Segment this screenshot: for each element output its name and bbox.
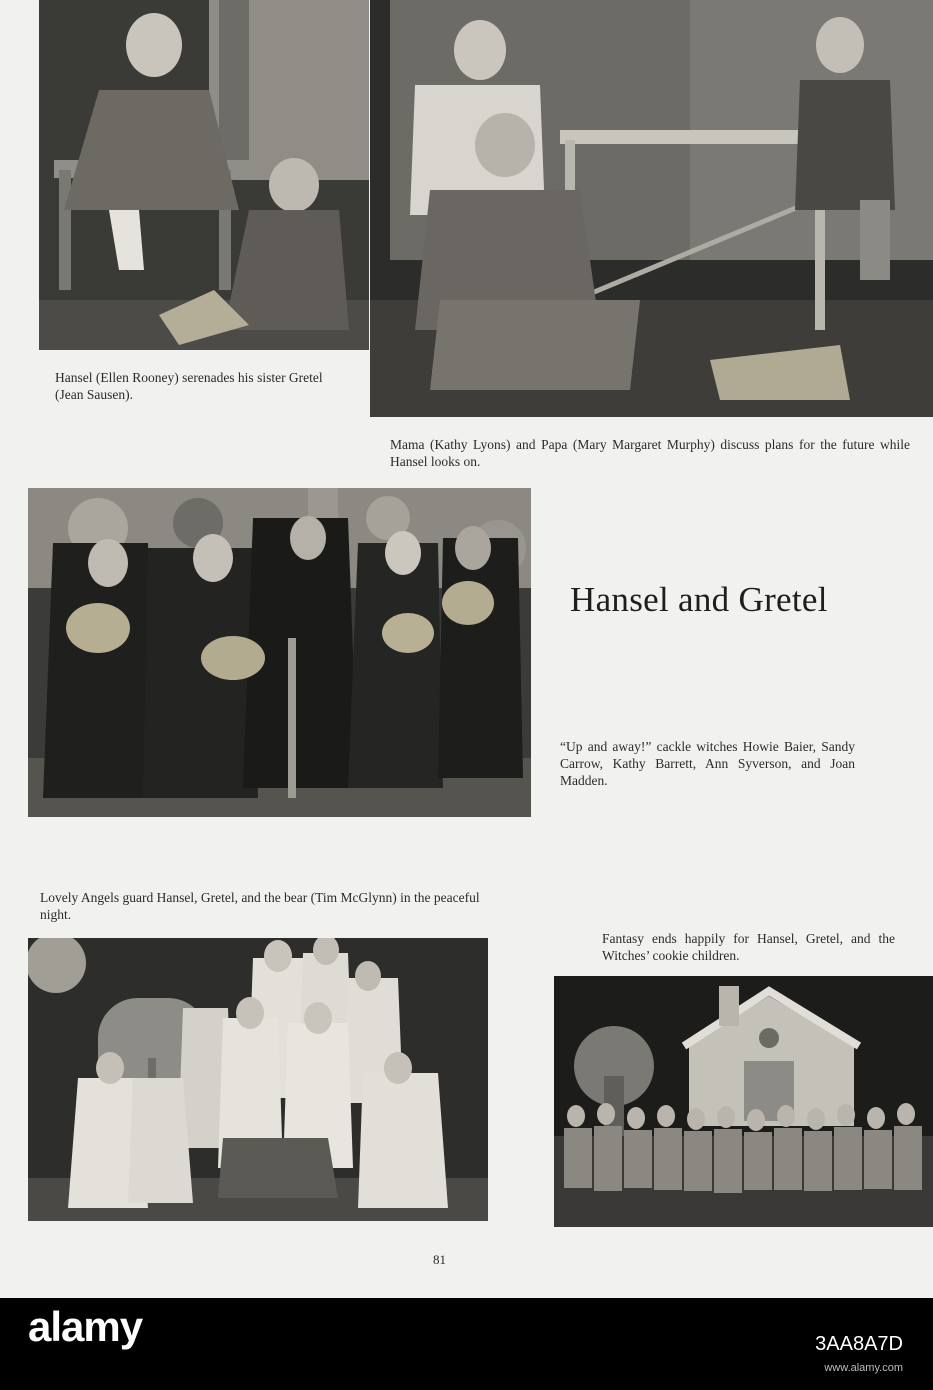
image-id: 3AA8A7D bbox=[815, 1333, 903, 1355]
photo-hansel-serenades bbox=[39, 0, 369, 350]
caption-photo-4: Lovely Angels guard Hansel, Gretel, and the bear (Tim McGlynn) in the peaceful night. bbox=[40, 890, 480, 922]
caption-photo-2: Mama (Kathy Lyons) and Papa (Mary Margaret Murphy) discuss plans for the future while Hansel looks on. bbox=[390, 437, 910, 469]
photo-finale bbox=[554, 976, 933, 1227]
alamy-logo: alamy bbox=[28, 1303, 143, 1350]
page-number: 81 bbox=[433, 1252, 446, 1267]
caption-photo-5: Fantasy ends happily for Hansel, Gretel, and the Witches’ cookie children. bbox=[602, 931, 895, 963]
photo-mama-papa bbox=[370, 0, 933, 417]
caption-photo-1: Hansel (Ellen Rooney) serenades his sister Gretel (Jean Sausen). bbox=[55, 370, 323, 402]
footer-site: www.alamy.com bbox=[824, 1362, 903, 1374]
page-title: Hansel and Gretel bbox=[570, 580, 828, 619]
caption-photo-3: “Up and away!” cackle witches Howie Baier, Sandy Carrow, Kathy Barrett, Ann Syverson, and Joan Madden. bbox=[560, 739, 855, 788]
photo-angels bbox=[28, 938, 488, 1221]
photo-witches bbox=[28, 488, 531, 817]
